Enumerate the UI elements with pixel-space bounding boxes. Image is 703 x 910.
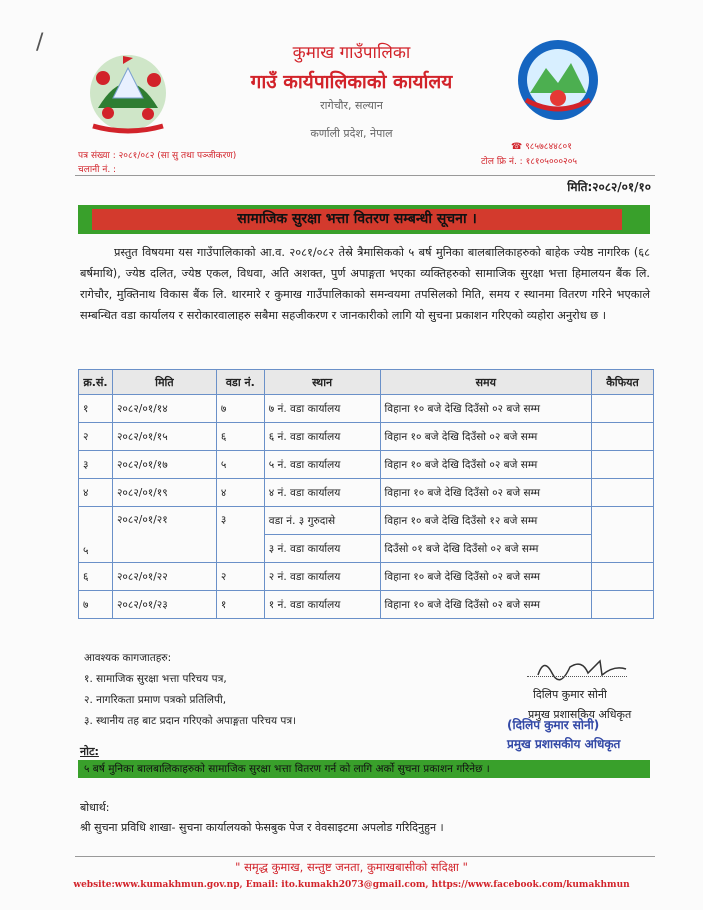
table-row [79,507,654,535]
row-date: २०८२/०१/२३ [112,591,216,619]
signatory-title: प्रमुख प्रशासकिय अधिकृत [528,708,632,721]
row-date: २०८२/०१/२२ [112,563,216,591]
office-name: गाउँ कार्यपालिकाको कार्यालय [250,71,453,93]
row-remark [592,423,654,451]
header-ward: वडा नं. [216,370,264,395]
requirements-list [84,648,296,732]
row-time: विहान १० बजे देखि दिउँसो ०२ बजे सम्म [380,451,592,479]
row-time: विहाना १० बजे देखि दिउँसो ०२ बजे सम्म [380,395,592,423]
notice-date: मिति:२०८२/०१/१० [567,180,651,194]
stamp-name: (दिलिप कुमार सोनी) [507,718,600,732]
municipality-logo-icon [516,38,600,122]
row-place: २ नं. वडा कार्यालय [264,563,380,591]
row-sn: ७ [79,591,113,619]
row-ward: ६ [216,423,264,451]
row-time: दिउँसो ०१ बजे देखि दिउँसो ०२ बजे सम्म [380,535,592,563]
row-ward: २ [216,563,264,591]
row-place: ६ नं. वडा कार्यालय [264,423,380,451]
row-date: २०८२/०१/१७ [112,451,216,479]
official-stamp [507,716,642,764]
row-time: विहाना १० बजे देखि दिउँसो ०२ बजे सम्म [380,563,592,591]
row-remark [592,591,654,619]
row-ward: ४ [216,479,264,507]
table-row [79,423,654,451]
requirements-label: आवश्यक कागजातहरु: [84,652,172,664]
distribution-schedule-table [78,369,654,619]
row-sn: ४ [79,479,113,507]
table-header-row [79,370,654,395]
row-ward: ७ [216,395,264,423]
row-ward: ३ [216,507,264,563]
municipality-name: कुमाख गाउँपालिका [292,43,411,63]
row-date: २०८२/०१/१५ [112,423,216,451]
row-time: विहाना १० बजे देखि दिउँसो ०२ बजे सम्म [380,591,592,619]
footer-slogan: " समृद्ध कुमाख, सन्तुष्ट जनता, कुमाखबासीको सदिक्षा " [235,860,468,874]
table-row [79,451,654,479]
info-label: बोधार्थ: [80,801,110,814]
row-time: विहाना १० बजे देखि दिउँसो ०२ बजे सम्म [380,479,592,507]
requirement-item: १. सामाजिक सुरक्षा भत्ता परिचय पत्र, [84,673,227,685]
table-row [79,479,654,507]
row-place: ५ नं. वडा कार्यालय [264,451,380,479]
row-time: विहान १० बजे देखि दिउँसो ०२ बजे सम्म [380,423,592,451]
row-remark [592,507,654,563]
row-place: ७ नं. वडा कार्यालय [264,395,380,423]
row-place: वडा नं. ३ गुरुदासे [264,507,380,535]
row-sn: ६ [79,563,113,591]
footer-divider [75,856,655,857]
row-sn: १ [79,395,113,423]
row-place: १ नं. वडा कार्यालय [264,591,380,619]
tollfree-number: टोल फ्रि नं. : १८१०५०००२०५ [481,157,578,167]
note-text: ५ बर्ष मुनिका बालबालिकाहरुको सामाजिक सुरक्षा भत्ता वितरण गर्न को लागि अर्को सुचना प्रकाशन गरिनेछ । [78,760,650,778]
row-place: ४ नं. वडा कार्यालय [264,479,380,507]
row-sn: २ [79,423,113,451]
row-remark [592,479,654,507]
row-sn: ५ [79,507,113,563]
signatory-name: दिलिप कुमार सोनी [533,688,607,701]
table-row [79,563,654,591]
row-place: ३ नं. वडा कार्यालय [264,535,380,563]
row-ward: ५ [216,451,264,479]
row-remark [592,451,654,479]
header-remark: कैफियत [592,370,654,395]
header-date: मिति [112,370,216,395]
dispatch-number: चलानी नं. : [78,165,117,175]
office-place: रागेचौर, सल्यान [320,99,383,112]
office-province: कर्णाली प्रदेश, नेपाल [310,127,393,140]
footer-contact: website:www.kumakhmun.gov.np, Email: ito.kumakh2073@gmail.com, https://www.facebook.com/kumakhmun [73,880,630,890]
header-time: समय [380,370,592,395]
pen-mark: / [36,30,44,55]
reference-number: पत्र संख्या : २०८१/०८२ (सा सु तथा पञ्जीकरण) [78,151,237,161]
row-time: विहान १० बजे देखि दिउँसो १२ बजे सम्म [380,507,592,535]
row-date: २०८२/०१/१४ [112,395,216,423]
note-label: नोट: [80,745,99,758]
row-date: २०८२/०१/२१ [112,507,216,563]
signature-line [527,676,627,677]
row-remark [592,563,654,591]
header-sn: क्र.सं. [79,370,113,395]
row-ward: १ [216,591,264,619]
stamp-title: प्रमुख प्रशासकीय अधिकृत [507,737,621,751]
row-date: २०८२/०१/१९ [112,479,216,507]
table-row [79,591,654,619]
row-sn: ३ [79,451,113,479]
notice-title: सामाजिक सुरक्षा भत्ता वितरण सम्बन्धी सूचना । [92,209,622,230]
notice-body: प्रस्तुत विषयमा यस गाउँपालिकाको आ.व. २०८१/०८२ तेस्रे त्रैमासिकको ५ बर्ष मुनिका बालबालिकाहरुको बाहेक ज्येष्ठ नागरिक (६८ बर्षमाथि), ज्येष्ठ दलित, ज्येष्ठ एकल, विधवा, अति अशक्त, पुर्ण अपाङ्गता भएका व्यक्तिहरुको सामाजिक सुरक्षा भत्ता हिमालयन बैंक लि. रागेचौर, मुक्तिनाथ विकास बैंक लि. थारमारे र कुमाख गाउँपालिकाको समन्वयमा तपसिलको मिति, समय र स्थानमा वितरण गरिने भएकाले सम्बन्धित वडा कार्यालय र सरोकारवालाहरु सबैमा सहजीकरण र जानकारीको लागि यो सुचना प्रकाशन गरिएको व्यहोरा अनुरोध छ । [80,246,650,322]
requirement-item: २. नागरिकता प्रमाण पत्रको प्रतिलिपी, [84,694,227,706]
phone-number: ☎ ९८५७८४४८०१ [511,142,572,152]
row-remark [592,395,654,423]
table-row [79,395,654,423]
header-divider [75,175,655,176]
requirement-item: ३. स्थानीय तह बाट प्रदान गरिएको अपाङ्गता परिचय पत्र। [84,715,297,727]
header-place: स्थान [264,370,380,395]
info-text: श्री सुचना प्रविधि शाखा- सुचना कार्यालयको फेसबुक पेज र वेवसाइटमा अपलोड गरिदिनुहुन । [80,821,444,834]
signature-icon [530,655,630,681]
